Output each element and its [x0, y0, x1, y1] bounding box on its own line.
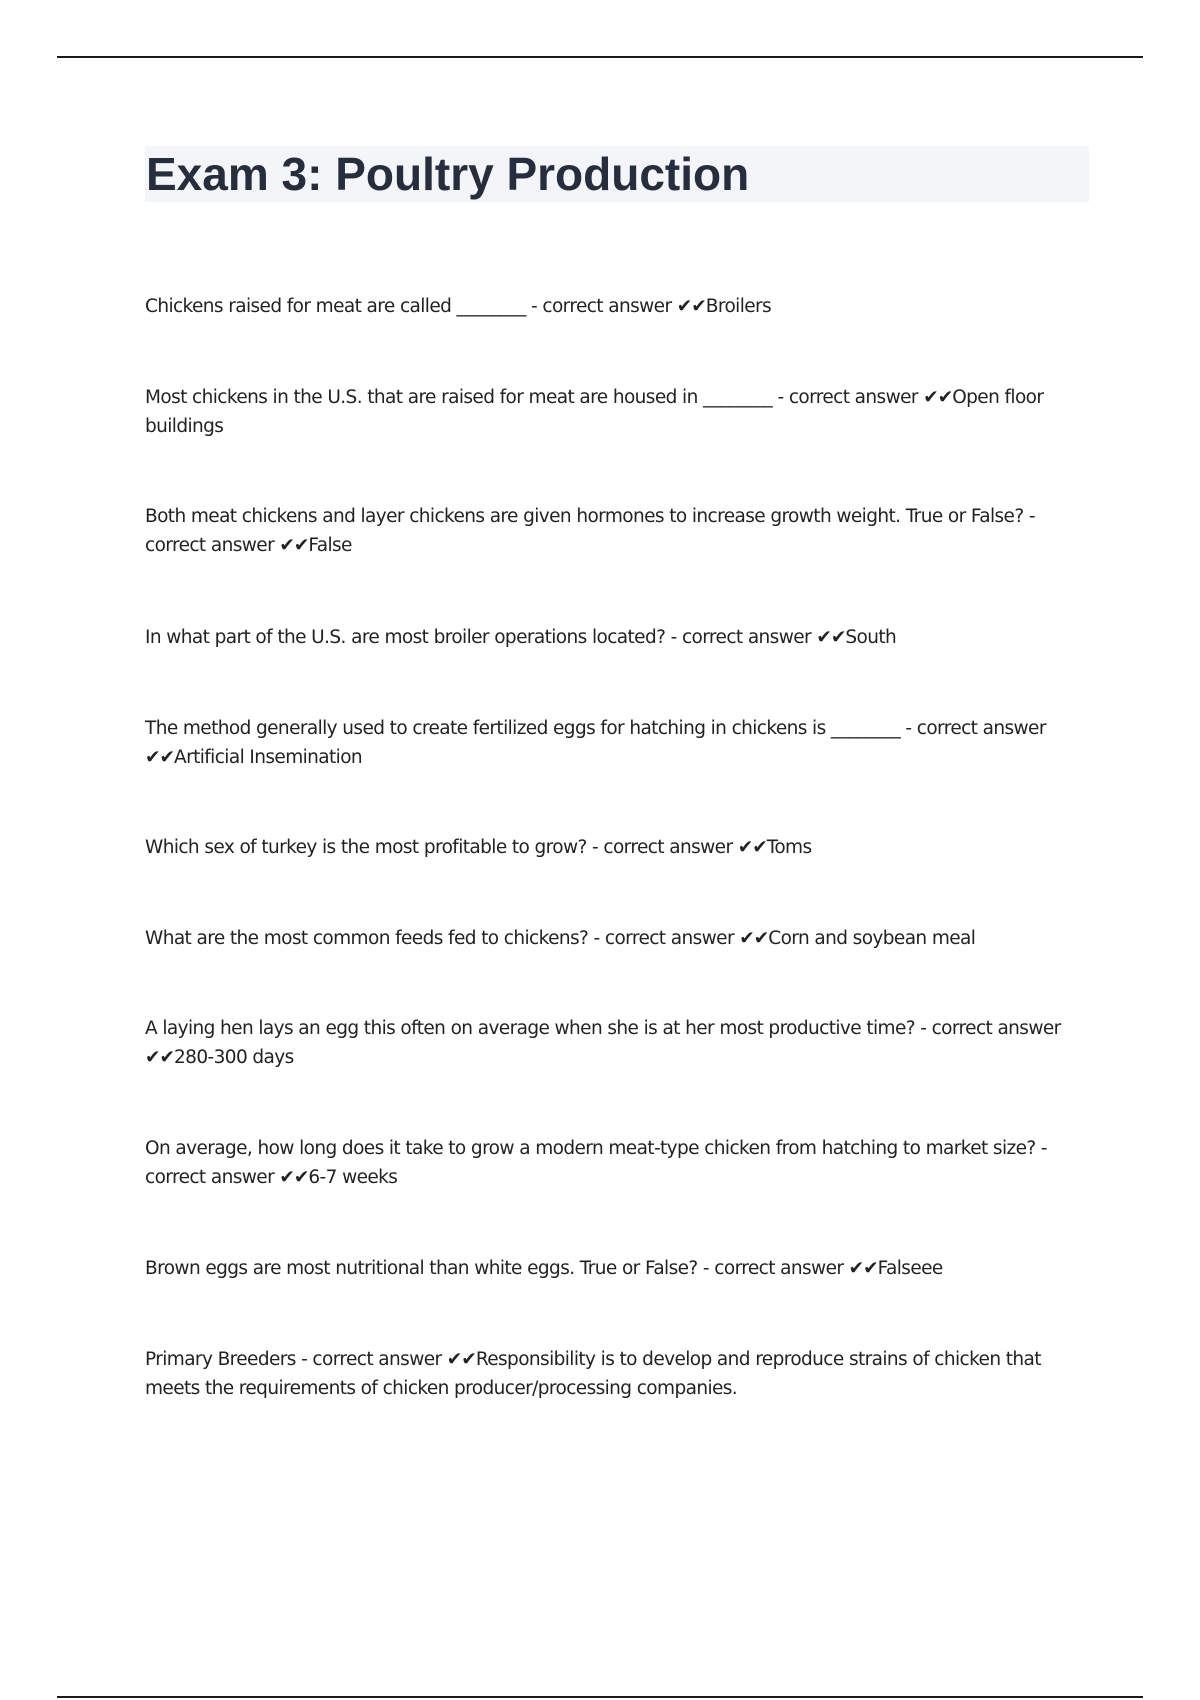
answer-text: 6-7 weeks	[308, 1167, 398, 1188]
check-mark-icon: ✔✔	[816, 627, 846, 648]
qa-item-8	[145, 1014, 1090, 1072]
question-text: Brown eggs are most nutritional than white eggs. True or False?	[145, 1258, 698, 1279]
qa-item-1	[145, 292, 1090, 321]
check-mark-icon: ✔✔	[739, 928, 769, 949]
question-text: In what part of the U.S. are most broiler operations located?	[145, 627, 666, 648]
answer-text: Corn and soybean meal	[768, 928, 976, 949]
qa-item-3	[145, 502, 1090, 560]
answer-prefix: - correct answer	[295, 1349, 447, 1370]
answer-prefix: - correct answer	[697, 1258, 849, 1279]
qa-item-6	[145, 833, 1090, 862]
question-text: What are the most common feeds fed to chickens?	[145, 928, 589, 949]
question-text: On average, how long does it take to grow a modern meat-type chicken from hatching to market size?	[145, 1138, 1036, 1159]
answer-prefix: - correct answer	[900, 718, 1046, 739]
answer-text: South	[845, 627, 897, 648]
check-mark-icon: ✔✔	[145, 1047, 175, 1068]
question-text: Chickens raised for meat are called ________	[145, 296, 526, 317]
question-text: Both meat chickens and layer chickens are given hormones to increase growth weight. True or False?	[145, 506, 1024, 527]
answer-prefix: - correct answer	[665, 627, 817, 648]
check-mark-icon: ✔✔	[848, 1258, 878, 1279]
answer-text: False	[308, 535, 352, 556]
answer-text: Open floor buildings	[145, 387, 1044, 437]
answer-prefix: - correct answer	[145, 1138, 1047, 1188]
answer-text: Broilers	[705, 296, 772, 317]
answer-prefix: - correct answer	[588, 928, 740, 949]
check-mark-icon: ✔✔	[279, 1167, 309, 1188]
qa-item-5	[145, 714, 1090, 772]
qa-item-10	[145, 1254, 1090, 1283]
question-text: A laying hen lays an egg this often on average when she is at her most productive time?	[145, 1018, 915, 1039]
answer-text: Toms	[766, 837, 812, 858]
qa-item-9	[145, 1134, 1090, 1192]
question-text: Most chickens in the U.S. that are raised for meat are housed in ________	[145, 387, 773, 408]
question-text: Primary Breeders	[145, 1349, 296, 1370]
qa-item-11	[145, 1345, 1090, 1403]
check-mark-icon: ✔✔	[676, 296, 706, 317]
check-mark-icon: ✔✔	[737, 837, 767, 858]
question-text: Which sex of turkey is the most profitable to grow?	[145, 837, 587, 858]
check-mark-icon: ✔✔	[923, 387, 953, 408]
qa-item-2	[145, 383, 1090, 441]
answer-prefix: - correct answer	[772, 387, 924, 408]
bottom-rule	[57, 1696, 1143, 1698]
qa-item-4	[145, 623, 1090, 652]
qa-item-7	[145, 924, 1090, 953]
question-text: The method generally used to create fertilized eggs for hatching in chickens is ________	[145, 718, 901, 739]
check-mark-icon: ✔✔	[446, 1349, 476, 1370]
answer-text: 280-300 days	[174, 1047, 294, 1068]
answer-prefix: - correct answer	[525, 296, 677, 317]
answer-text: Artificial Insemination	[174, 747, 363, 768]
check-mark-icon: ✔✔	[279, 535, 309, 556]
page-title: Exam 3: Poultry Production	[146, 148, 750, 200]
answer-text: Responsibility is to develop and reproduce strains of chicken that meets the requirements of chicken producer/processing companies.	[145, 1349, 1041, 1399]
check-mark-icon: ✔✔	[145, 747, 175, 768]
answer-prefix: - correct answer	[145, 506, 1035, 556]
answer-prefix: - correct answer	[914, 1018, 1061, 1039]
answer-prefix: - correct answer	[586, 837, 738, 858]
top-rule	[57, 56, 1143, 58]
answer-text: Falseee	[877, 1258, 943, 1279]
